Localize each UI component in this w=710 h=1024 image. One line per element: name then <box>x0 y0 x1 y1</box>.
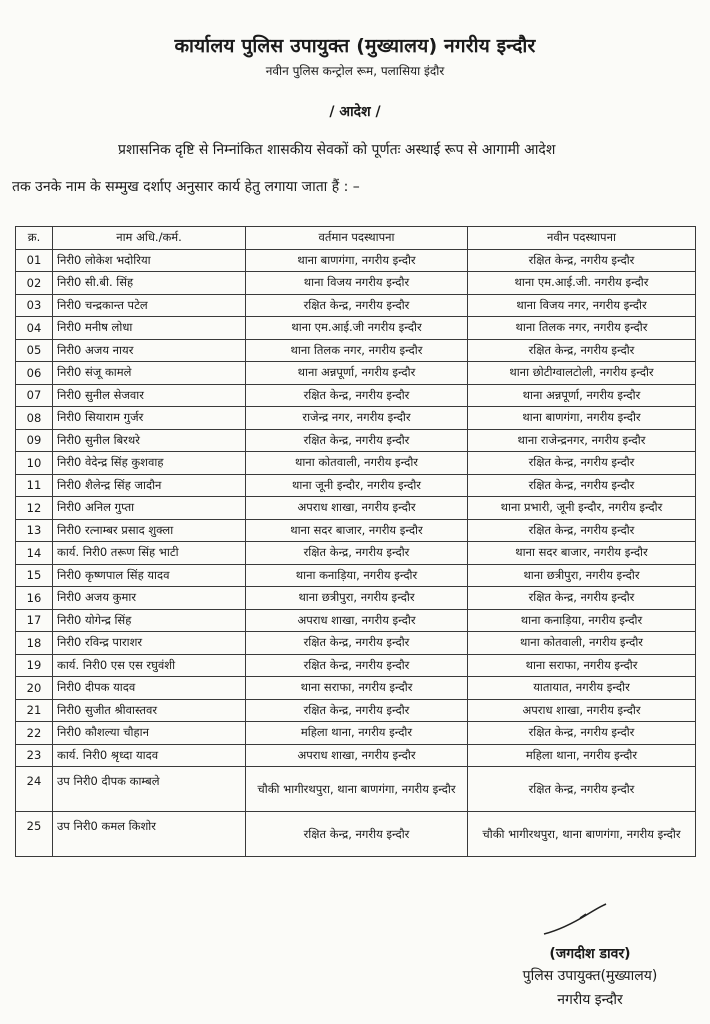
table-row <box>16 542 696 565</box>
order-heading: / आदेश / <box>329 104 381 120</box>
table-row <box>16 677 696 700</box>
row-new-posting: रक्षित केन्द्र, नगरीय इन्दौर <box>468 249 696 272</box>
row-officer-name: उप निरी0 दीपक काम्बले <box>53 767 246 812</box>
row-new-posting: रक्षित केन्द्र, नगरीय इन्दौर <box>468 474 696 497</box>
office-address: नवीन पुलिस कन्ट्रोल रूम, पलासिया इंदौर <box>265 64 445 78</box>
row-current-posting: रक्षित केन्द्र, नगरीय इन्दौर <box>246 294 468 317</box>
row-new-posting: रक्षित केन्द्र, नगरीय इन्दौर <box>468 519 696 542</box>
row-current-posting: थाना सदर बाजार, नगरीय इन्दौर <box>246 519 468 542</box>
row-new-posting: थाना एम.आई.जी. नगरीय इन्दौर <box>468 272 696 295</box>
row-new-posting: चौकी भागीरथपुरा, थाना बाणगंगा, नगरीय इन्दौर <box>468 812 696 857</box>
row-current-posting: रक्षित केन्द्र, नगरीय इन्दौर <box>246 812 468 857</box>
row-officer-name: निरी0 रविन्द्र पाराशर <box>53 632 246 655</box>
row-current-posting: थाना कनाड़िया, नगरीय इन्दौर <box>246 564 468 587</box>
table-row <box>16 474 696 497</box>
row-new-posting: थाना बाणगंगा, नगरीय इन्दौर <box>468 407 696 430</box>
row-new-posting: रक्षित केन्द्र, नगरीय इन्दौर <box>468 767 696 812</box>
row-officer-name: निरी0 संजू कामले <box>53 362 246 385</box>
signatory-place: नगरीय इन्दौर <box>557 992 623 1008</box>
row-serial: 12 <box>16 497 53 520</box>
table-row <box>16 722 696 745</box>
row-new-posting: थाना सराफा, नगरीय इन्दौर <box>468 654 696 677</box>
table-row <box>16 497 696 520</box>
row-officer-name: निरी0 शैलेन्द्र सिंह जादौन <box>53 474 246 497</box>
row-current-posting: थाना कोतवाली, नगरीय इन्दौर <box>246 452 468 475</box>
row-current-posting: रक्षित केन्द्र, नगरीय इन्दौर <box>246 384 468 407</box>
row-officer-name: निरी0 रत्नाम्बर प्रसाद शुक्ला <box>53 519 246 542</box>
signature-scribble <box>540 900 610 940</box>
row-serial: 04 <box>16 317 53 340</box>
row-current-posting: रक्षित केन्द्र, नगरीय इन्दौर <box>246 429 468 452</box>
table-row <box>16 429 696 452</box>
row-serial: 13 <box>16 519 53 542</box>
intro-line-1: प्रशासनिक दृष्टि से निम्नांकित शासकीय सेवकों को पूर्णतः अस्थाई रूप से आगामी आदेश <box>118 142 556 158</box>
table-row <box>16 249 696 272</box>
row-officer-name: निरी0 अजय कुमार <box>53 587 246 610</box>
table-row <box>16 767 696 812</box>
row-officer-name: निरी0 सी.बी. सिंह <box>53 272 246 295</box>
row-officer-name: निरी0 योगेन्द्र सिंह <box>53 609 246 632</box>
row-current-posting: अपराध शाखा, नगरीय इन्दौर <box>246 744 468 767</box>
col-header-current-posting: वर्तमान पदस्थापना <box>246 227 468 250</box>
row-current-posting: अपराध शाखा, नगरीय इन्दौर <box>246 497 468 520</box>
row-officer-name: निरी0 मनीष लोधा <box>53 317 246 340</box>
row-new-posting: महिला थाना, नगरीय इन्दौर <box>468 744 696 767</box>
row-current-posting: अपराध शाखा, नगरीय इन्दौर <box>246 609 468 632</box>
row-current-posting: थाना बाणगंगा, नगरीय इन्दौर <box>246 249 468 272</box>
row-serial: 08 <box>16 407 53 430</box>
row-serial: 19 <box>16 654 53 677</box>
table-row <box>16 744 696 767</box>
row-serial: 05 <box>16 339 53 362</box>
table-row <box>16 609 696 632</box>
transfer-table <box>15 226 696 857</box>
row-new-posting: थाना प्रभारी, जूनी इन्दौर, नगरीय इन्दौर <box>468 497 696 520</box>
row-new-posting: थाना तिलक नगर, नगरीय इन्दौर <box>468 317 696 340</box>
row-officer-name: कार्य. निरी0 श्रृध्दा यादव <box>53 744 246 767</box>
table-row <box>16 564 696 587</box>
row-current-posting: रक्षित केन्द्र, नगरीय इन्दौर <box>246 699 468 722</box>
row-officer-name: निरी0 कृष्णपाल सिंह यादव <box>53 564 246 587</box>
signatory-name: (जगदीश डावर) <box>549 946 631 962</box>
row-new-posting: थाना कनाड़िया, नगरीय इन्दौर <box>468 609 696 632</box>
row-serial: 03 <box>16 294 53 317</box>
row-serial: 07 <box>16 384 53 407</box>
row-serial: 22 <box>16 722 53 745</box>
row-current-posting: रक्षित केन्द्र, नगरीय इन्दौर <box>246 632 468 655</box>
row-officer-name: निरी0 चन्द्रकान्त पटेल <box>53 294 246 317</box>
row-serial: 16 <box>16 587 53 610</box>
table-row <box>16 699 696 722</box>
row-officer-name: उप निरी0 कमल किशोर <box>53 812 246 857</box>
row-current-posting: थाना जूनी इन्दौर, नगरीय इन्दौर <box>246 474 468 497</box>
row-serial: 24 <box>16 767 53 812</box>
col-header-serial: क्र. <box>16 227 53 250</box>
table-row <box>16 339 696 362</box>
row-serial: 10 <box>16 452 53 475</box>
row-officer-name: कार्य. निरी0 तरूण सिंह भाटी <box>53 542 246 565</box>
row-officer-name: निरी0 सियाराम गुर्जर <box>53 407 246 430</box>
col-header-new-posting: नवीन पदस्थापना <box>468 227 696 250</box>
row-new-posting: यातायात, नगरीय इन्दौर <box>468 677 696 700</box>
row-serial: 01 <box>16 249 53 272</box>
row-new-posting: थाना छोटीग्वालटोली, नगरीय इन्दौर <box>468 362 696 385</box>
signatory-designation: पुलिस उपायुक्त(मुख्यालय) <box>522 968 658 984</box>
row-new-posting: रक्षित केन्द्र, नगरीय इन्दौर <box>468 587 696 610</box>
table-body <box>16 249 696 857</box>
row-new-posting: अपराध शाखा, नगरीय इन्दौर <box>468 699 696 722</box>
row-new-posting: रक्षित केन्द्र, नगरीय इन्दौर <box>468 339 696 362</box>
table-row <box>16 654 696 677</box>
intro-line-2: तक उनके नाम के सम्मुख दर्शाए अनुसार कार्य हेतु लगाया जाता हैं : – <box>12 179 360 195</box>
row-current-posting: रक्षित केन्द्र, नगरीय इन्दौर <box>246 542 468 565</box>
row-new-posting: थाना सदर बाजार, नगरीय इन्दौर <box>468 542 696 565</box>
table-row <box>16 317 696 340</box>
row-current-posting: थाना एम.आई.जी नगरीय इन्दौर <box>246 317 468 340</box>
row-serial: 23 <box>16 744 53 767</box>
row-current-posting: रक्षित केन्द्र, नगरीय इन्दौर <box>246 654 468 677</box>
table-row <box>16 407 696 430</box>
row-current-posting: चौकी भागीरथपुरा, थाना बाणगंगा, नगरीय इन्दौर <box>246 767 468 812</box>
row-current-posting: राजेन्द्र नगर, नगरीय इन्दौर <box>246 407 468 430</box>
row-officer-name: निरी0 अजय नायर <box>53 339 246 362</box>
row-officer-name: निरी0 दीपक यादव <box>53 677 246 700</box>
row-serial: 18 <box>16 632 53 655</box>
row-new-posting: थाना छत्रीपुरा, नगरीय इन्दौर <box>468 564 696 587</box>
table-row <box>16 362 696 385</box>
row-serial: 25 <box>16 812 53 857</box>
table-row <box>16 452 696 475</box>
row-officer-name: निरी0 कौशल्या चौहान <box>53 722 246 745</box>
row-officer-name: निरी0 अनिल गुप्ता <box>53 497 246 520</box>
row-serial: 21 <box>16 699 53 722</box>
col-header-name: नाम अधि./कर्म. <box>53 227 246 250</box>
row-officer-name: निरी0 लोकेश भदोरिया <box>53 249 246 272</box>
row-serial: 15 <box>16 564 53 587</box>
row-new-posting: थाना कोतवाली, नगरीय इन्दौर <box>468 632 696 655</box>
row-current-posting: थाना सराफा, नगरीय इन्दौर <box>246 677 468 700</box>
row-officer-name: कार्य. निरी0 एस एस रघुवंशी <box>53 654 246 677</box>
table-row <box>16 587 696 610</box>
row-current-posting: महिला थाना, नगरीय इन्दौर <box>246 722 468 745</box>
table-row <box>16 519 696 542</box>
table-row <box>16 272 696 295</box>
row-officer-name: निरी0 सुजीत श्रीवास्तवर <box>53 699 246 722</box>
row-serial: 06 <box>16 362 53 385</box>
row-new-posting: रक्षित केन्द्र, नगरीय इन्दौर <box>468 722 696 745</box>
row-current-posting: थाना अन्नपूर्णा, नगरीय इन्दौर <box>246 362 468 385</box>
row-serial: 02 <box>16 272 53 295</box>
row-serial: 20 <box>16 677 53 700</box>
row-officer-name: निरी0 सुनील सेजवार <box>53 384 246 407</box>
table-header-row <box>16 227 696 250</box>
row-new-posting: रक्षित केन्द्र, नगरीय इन्दौर <box>468 452 696 475</box>
row-officer-name: निरी0 वेदेन्द्र सिंह कुशवाह <box>53 452 246 475</box>
row-current-posting: थाना विजय नगरीय इन्दौर <box>246 272 468 295</box>
table-row <box>16 294 696 317</box>
office-title: कार्यालय पुलिस उपायुक्त (मुख्यालय) नगरीय इन्दौर <box>174 35 536 57</box>
row-current-posting: थाना तिलक नगर, नगरीय इन्दौर <box>246 339 468 362</box>
table-row <box>16 632 696 655</box>
table-row <box>16 384 696 407</box>
row-serial: 09 <box>16 429 53 452</box>
table-row <box>16 812 696 857</box>
row-current-posting: थाना छत्रीपुरा, नगरीय इन्दौर <box>246 587 468 610</box>
row-new-posting: थाना राजेन्द्रनगर, नगरीय इन्दौर <box>468 429 696 452</box>
row-serial: 17 <box>16 609 53 632</box>
row-serial: 11 <box>16 474 53 497</box>
row-new-posting: थाना अन्नपूर्णा, नगरीय इन्दौर <box>468 384 696 407</box>
row-serial: 14 <box>16 542 53 565</box>
row-officer-name: निरी0 सुनील बिरथरे <box>53 429 246 452</box>
row-new-posting: थाना विजय नगर, नगरीय इन्दौर <box>468 294 696 317</box>
